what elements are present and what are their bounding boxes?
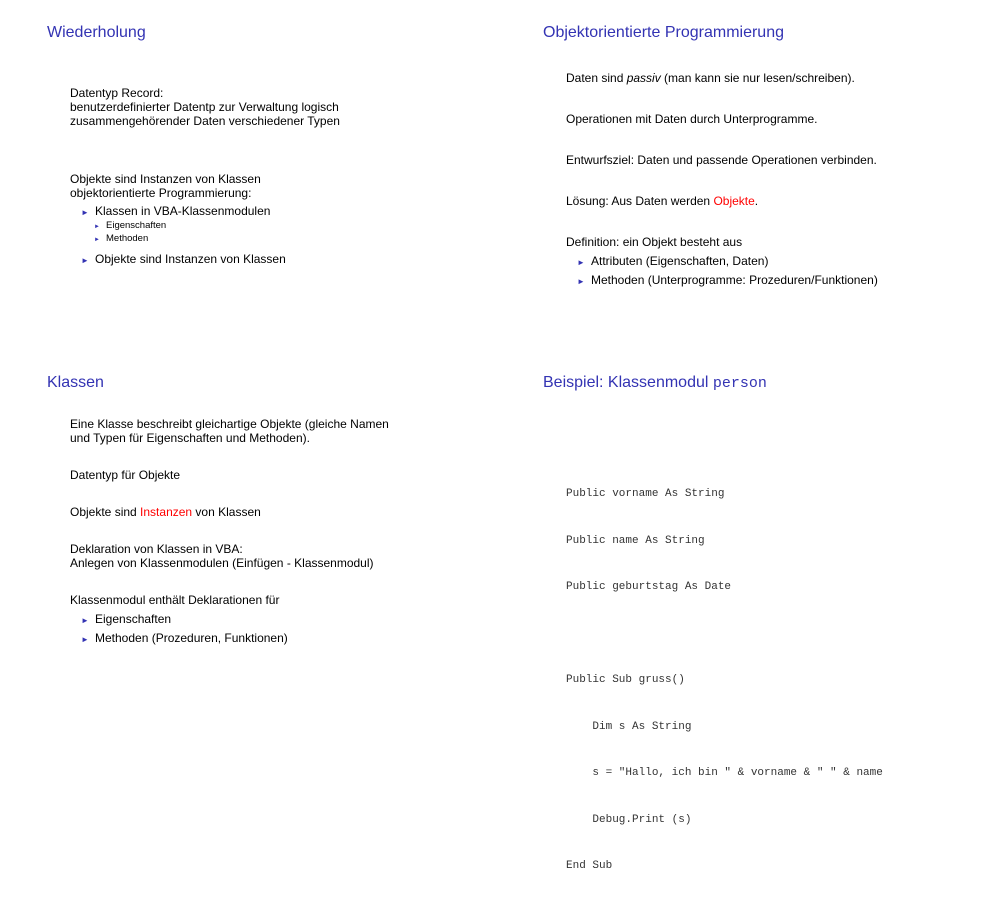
paragraph: Deklaration von Klassen in VBA:	[70, 542, 243, 556]
sub-bullet-label: Eigenschaften	[106, 220, 167, 231]
slide-objektorientierte-programmierung	[496, 0, 992, 350]
paragraph: Objekte sind Instanzen von Klassen	[70, 505, 261, 519]
code-line: Public Sub gruss()	[566, 674, 685, 686]
bullet-triangle-icon: ►	[94, 224, 100, 230]
bullet-label: Objekte sind Instanzen von Klassen	[95, 252, 286, 266]
bullet-item	[81, 631, 288, 647]
bullet-triangle-icon: ►	[577, 277, 585, 286]
bullet-triangle-icon: ►	[81, 635, 89, 644]
slide-title: Objektorientierte Programmierung	[543, 24, 784, 41]
code-line: Public geburtstag As Date	[566, 581, 732, 593]
paragraph: Definition: ein Objekt besteht aus	[566, 235, 743, 249]
slide-title: Klassen	[47, 374, 104, 391]
paragraph: Datentyp Record:	[70, 86, 164, 100]
slide-title: Beispiel: Klassenmodul person	[543, 374, 767, 392]
code-block	[566, 456, 883, 906]
bullet-item	[577, 254, 768, 270]
paragraph: Datentyp für Objekte	[70, 468, 181, 482]
sub-bullet-item	[94, 233, 148, 246]
bullet-label: Methoden (Prozeduren, Funktionen)	[95, 631, 288, 645]
bullet-label: Attributen (Eigenschaften, Daten)	[591, 254, 769, 268]
bullet-item	[577, 273, 878, 289]
bullet-item	[81, 612, 171, 628]
code-line: Public vorname As String	[566, 488, 725, 500]
bullet-triangle-icon: ►	[81, 208, 89, 217]
paragraph: Anlegen von Klassenmodulen (Einfügen - Klassenmodul)	[70, 556, 374, 570]
sub-bullet-label: Methoden	[106, 233, 149, 244]
code-line: Dim s As String	[566, 720, 692, 733]
code-line: Public name As String	[566, 534, 705, 547]
title-code: person	[712, 375, 767, 392]
slide-title: Wiederholung	[47, 24, 146, 41]
slide-klassen	[0, 350, 496, 700]
bullet-triangle-icon: ►	[81, 256, 89, 265]
paragraph: und Typen für Eigenschaften und Methoden).	[70, 431, 310, 445]
paragraph: zusammengehörender Daten verschiedener Typen	[70, 114, 340, 128]
bullet-label: Methoden (Unterprogramme: Prozeduren/Funktionen)	[591, 273, 878, 287]
bullet-triangle-icon: ►	[94, 237, 100, 243]
paragraph: Operationen mit Daten durch Unterprogramme.	[566, 112, 818, 126]
bullet-triangle-icon: ►	[81, 616, 89, 625]
paragraph: Klassenmodul enthält Deklarationen für	[70, 593, 280, 607]
code-line: Debug.Print (s)	[566, 813, 692, 826]
paragraph: objektorientierte Programmierung:	[70, 186, 252, 200]
bullet-triangle-icon: ►	[577, 258, 585, 267]
code-line: End Sub	[566, 860, 613, 872]
code-line	[566, 627, 883, 643]
paragraph: Lösung: Aus Daten werden Objekte.	[566, 194, 759, 208]
paragraph: Entwurfsziel: Daten und passende Operationen verbinden.	[566, 153, 877, 167]
bullet-item	[81, 252, 286, 268]
bullet-label: Klassen in VBA-Klassenmodulen	[95, 204, 271, 218]
bullet-label: Eigenschaften	[95, 612, 172, 626]
sub-bullet-item	[94, 220, 166, 233]
slide-beispiel-klassenmodul	[496, 350, 992, 872]
paragraph: Objekte sind Instanzen von Klassen	[70, 172, 261, 186]
highlight-text: Objekte	[713, 194, 755, 208]
bullet-item	[81, 204, 270, 220]
paragraph: Daten sind passiv (man kann sie nur lesen/schreiben).	[566, 71, 855, 85]
code-line: s = "Hallo, ich bin " & vorname & " " & name	[566, 767, 883, 779]
highlight-text: Instanzen	[140, 505, 193, 519]
paragraph: Eine Klasse beschreibt gleichartige Objekte (gleiche Namen	[70, 417, 389, 431]
paragraph: benutzerdefinierter Datentp zur Verwaltung logisch	[70, 100, 339, 114]
slide-wiederholung	[0, 0, 496, 350]
